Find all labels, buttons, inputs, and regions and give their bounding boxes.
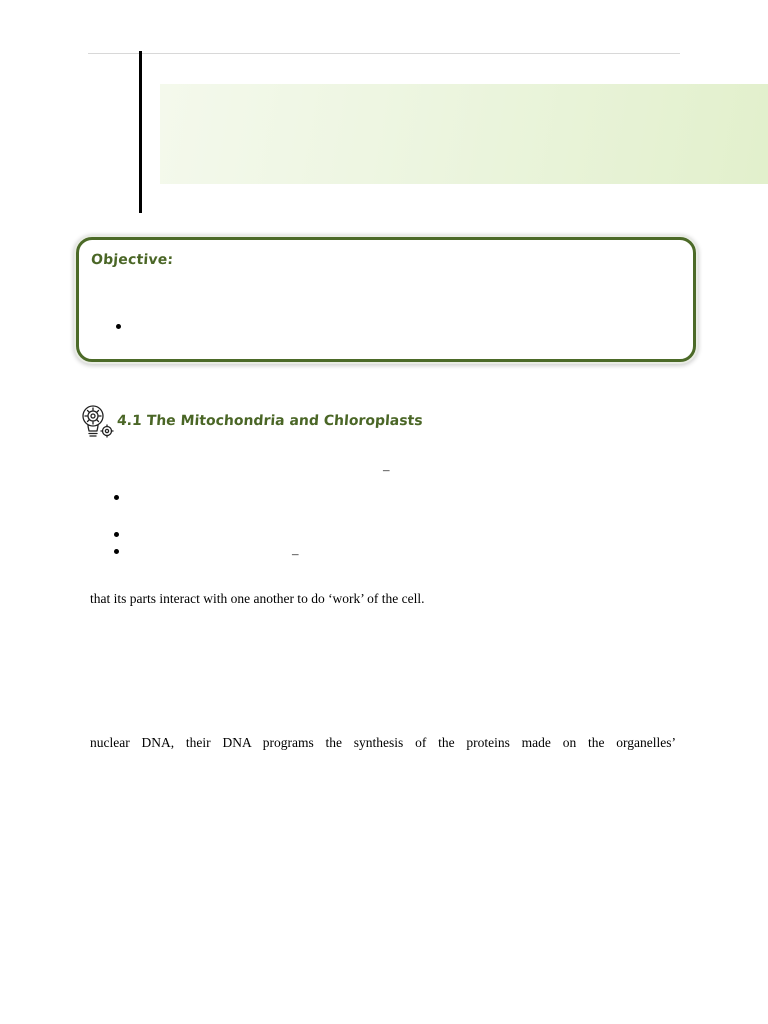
chapter-side-bar [139, 51, 142, 213]
list-bullet [114, 532, 119, 537]
dash-mark: – [292, 546, 299, 561]
section-title: 4.1 The Mitochondria and Chloroplasts [116, 413, 424, 429]
paragraph-line: that its parts interact with one another to do ‘work’ of the cell. [90, 591, 425, 606]
dash-mark: – [383, 462, 390, 477]
list-bullet [114, 549, 119, 554]
chapter-title-banner [160, 84, 768, 184]
lightbulb-gears-icon [80, 403, 114, 441]
objective-box [76, 237, 696, 362]
header-rule [88, 53, 680, 54]
objective-bullet [116, 324, 121, 329]
section-heading [80, 403, 423, 441]
paragraph-line: nuclear DNA, their DNA programs the synthesis of the proteins made on the organelles’ [90, 735, 676, 750]
list-bullet [114, 495, 119, 500]
objective-title: Objective: [90, 252, 174, 268]
